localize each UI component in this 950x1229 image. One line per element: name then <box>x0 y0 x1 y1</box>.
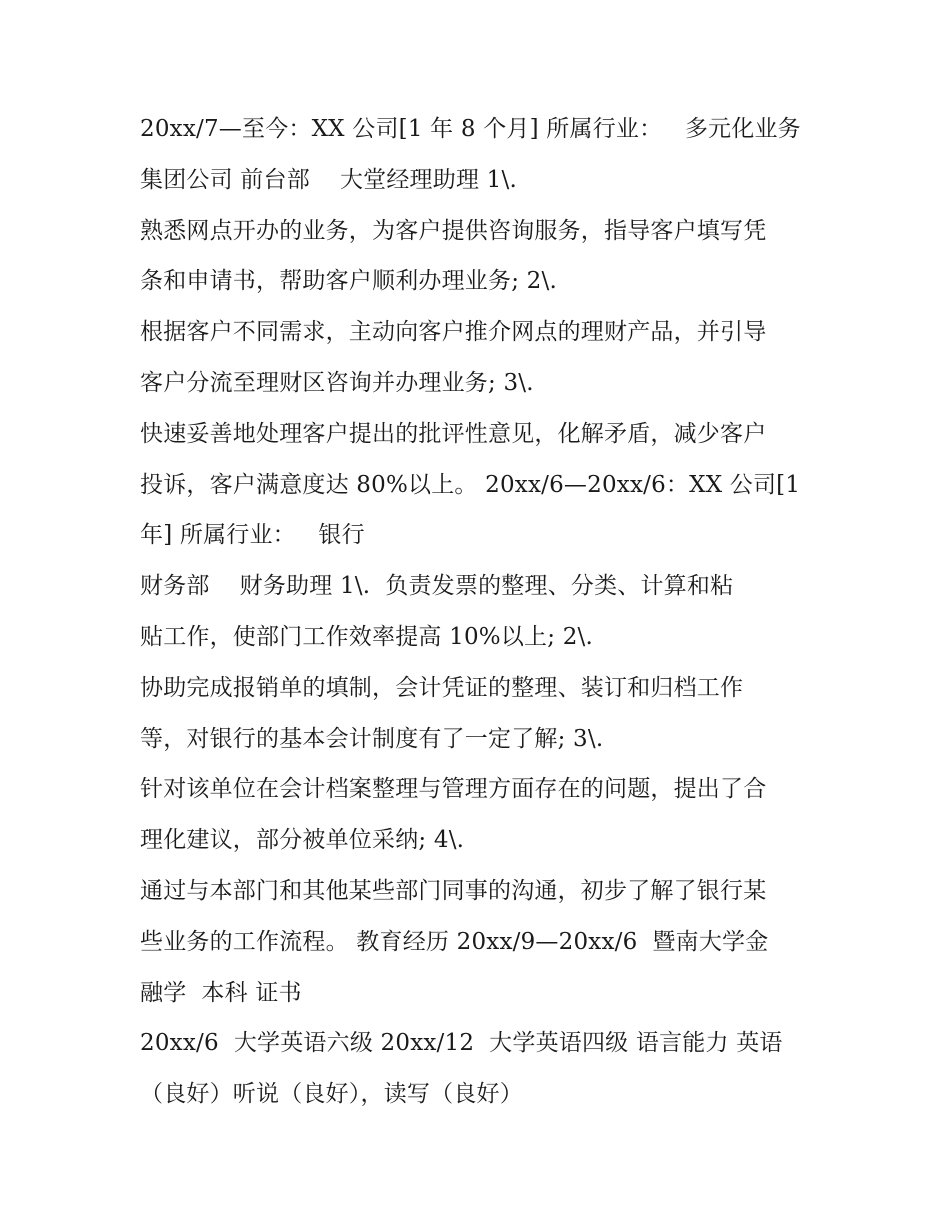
text-line: 熟悉网点开办的业务，为客户提供咨询服务，指导客户填写凭 <box>140 217 767 244</box>
text-line: 融学 本科 证书 <box>140 979 302 1006</box>
text-line: 协助完成报销单的填制，会计凭证的整理、装订和归档工作 <box>140 674 744 701</box>
text-line: 年] 所属行业： 银行 <box>140 522 365 549</box>
text-line: 理化建议，部分被单位采纳; 4\. <box>140 827 465 854</box>
document-body <box>140 104 820 1120</box>
text-line: 贴工作，使部门工作效率提高 10%以上; 2\. <box>140 623 593 650</box>
text-line: （良好）听说（良好），读写（良好） <box>140 1081 523 1108</box>
text-line: 客户分流至理财区咨询并办理业务; 3\. <box>140 369 534 396</box>
text-line: 通过与本部门和其他某些部门同事的沟通，初步了解了银行某 <box>140 877 767 904</box>
text-line: 条和申请书，帮助客户顺利办理业务; 2\. <box>140 268 557 295</box>
text-line: 财务部 财务助理 1\. 负责发票的整理、分类、计算和粘 <box>140 573 734 600</box>
text-line: 投诉，客户满意度达 80%以上。 20xx/6—20xx/6：XX 公司[1 <box>140 471 801 498</box>
text-line: 20xx/7—至今：XX 公司[1 年 8 个月] 所属行业： 多元化业务 <box>140 116 801 142</box>
text-line: 根据客户不同需求，主动向客户推介网点的理财产品，并引导 <box>140 319 767 346</box>
text-line: 集团公司 前台部 大堂经理助理 1\. <box>140 166 517 193</box>
text-line: 些业务的工作流程。 教育经历 20xx/9—20xx/6 暨南大学金 <box>140 928 769 955</box>
text-line: 快速妥善地处理客户提出的批评性意见，化解矛盾，减少客户 <box>140 420 767 447</box>
text-line: 等，对银行的基本会计制度有了一定了解; 3\. <box>140 725 604 752</box>
text-line: 针对该单位在会计档案整理与管理方面存在的问题，提出了合 <box>140 776 767 803</box>
text-line: 20xx/6 大学英语六级 20xx/12 大学英语四级 语言能力 英语 <box>140 1030 783 1057</box>
